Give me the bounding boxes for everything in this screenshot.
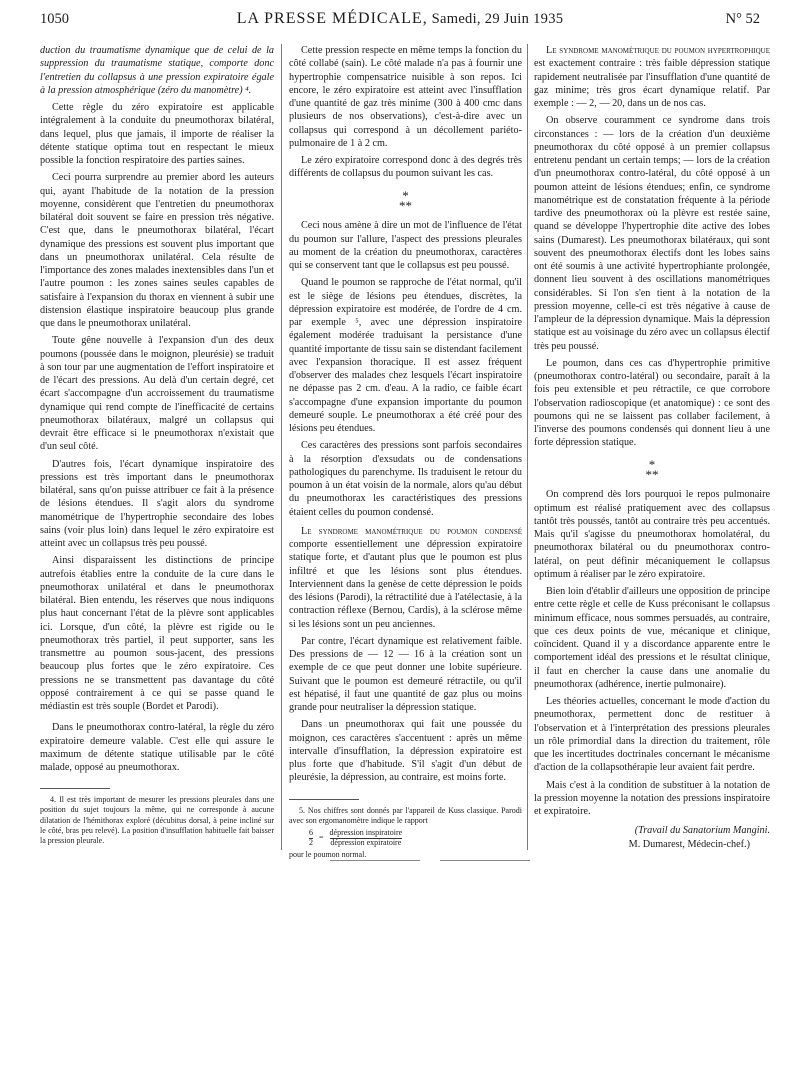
number-fraction — [309, 829, 313, 848]
paragraph: Ceci pourra surprendre au premier abord les auteurs qui, ayant l'habitude de la notation de la pression moyenne, considèrent que l'entretien du pneumothorax bilatéral doit souvent se faire en pression très négative. C'est que, dans le pneumothorax bilatéral, l'écart dynamique des pressions est souvent plus important que dans un pneumothorax unilatéral. Cela résulte de l'importance des zones malades inextensibles dans l'un et l'autre poumon : les zones saines seules capables de satisfaire à l'expansion du thorax en viennent à subir une distension élastique inspiratoire beaucoup plus grande que dans le pneumothorax unilatéral. — [40, 172, 274, 329]
column-divider — [281, 44, 282, 850]
paragraph: duction du traumatisme dynamique que de celui de la suppression du traumatisme statique, comporte donc l'entretien du collapsus à une pression expiratoire égale à la pression atmosphérique (zéro du manomètre) ⁴. — [40, 45, 274, 96]
section-asterisks — [534, 456, 770, 482]
page-header — [40, 10, 760, 32]
footnote-5: 5. Nos chiffres sont donnés par l'appareil de Kuss classique. Parodi avec son ergomanomètre indique le rapport — [289, 805, 522, 825]
affiliation: (Travail du Sanatorium Mangini. — [634, 825, 770, 837]
paragraph: Cette règle du zéro expiratoire est applicable intégralement à la conduite du pneumothorax bilatéral, dans lequel, plus que jamais, il importe de réaliser la détente statique optima tout en respectant le mieux possible la fonction respiratoire des parties saines. — [40, 102, 274, 166]
section-heading: Le syndrome manométrique du poumon condensé — [301, 525, 522, 537]
paragraph: Le zéro expiratoire correspond donc à des degrés très différents de collapsus du poumon suivant les cas. — [289, 155, 522, 180]
fraction-bottom: dépression expiratoire — [330, 837, 402, 847]
asterisk: * — [652, 466, 659, 482]
footnote-tail: pour le poumon normal. — [289, 849, 367, 859]
section-heading: Le syndrome manométrique du poumon hypertrophique — [546, 45, 770, 56]
column-1 — [40, 44, 274, 846]
fraction-numerator: 6 — [309, 828, 313, 837]
end-rule — [440, 860, 530, 861]
paragraph: On comprend dès lors pourquoi le repos pulmonaire optimum est réalisé pratiquement avec des collapsus tantôt très poussés, tantôt au contraire très peu accentués. Mais qu'il s'agisse du pneumothorax homolatéral, du pneumothorax bilatéral ou du pneumothorax contro-latéral, on peut définir mécaniquement le collapsus optimum à réaliser par le zéro expiratoire. — [534, 489, 770, 580]
issue-number: N° 52 — [725, 11, 760, 27]
paragraph: On observe couramment ce syndrome dans trois circonstances : — lors de la création d'un deuxième pneumothorax du côté opposé à un premier collapsus entretenu pendant un certain temps; — lors de la création d'un pneumothorax contro-latéral, du côté opposé à un poumon atteint de lésions étendues; enfin, ce syndrome manométrique est de constatation fréquente à la période tardive des pneumothorax où la plèvre est restée saine, quand se développe l'hypertrophie dite active des lobes sains (Dumarest). Les pneumothorax bilatéraux, qui sont souvent des pneumothorax électifs dont les lobes sains ont été soumis à une activité hypertrophiante prolongée, donnent lieu souvent à des oscillations manométriques considérables. Si l'on s'en tient à la notation de la pression moyenne, celle-ci est très négative à cause de l'ampleur de la dépression dynamique. Mais la dépression statique est au voisinage du zéro avec un collapsus électif très peu poussé. — [534, 115, 770, 352]
section-asterisks — [289, 187, 522, 213]
column-divider — [527, 44, 528, 850]
paragraph: Cette pression respecte en même temps la fonction du côté collabé (sain). Le côté malade n'a pas à fournir une hypertrophie compensatrice nuisible à son repos. Ici encore, le zéro expiratoire est atteint avec l'insufflation d'une quantité de gaz très minime (300 à 400 cmc dans plusieurs de nos observations), c'est-à-dire avec un collapsus qui correspond à un décollement pariéto-pulmonaire de 1 à 2 cm. — [289, 45, 522, 149]
paragraph-text: comporte essentiellement une dépression expiratoire statique forte, et d'autant plus que le poumon est plus infiltré et que les lésions sont plus étendues. Interviennent dans la genèse de cette dépression le poids des lésions (Parodi), la rétractilité due à l'atélectasie, à la contraction réflexe (Bernou, Cardis), à la sclérose même si les lésions sont un peu anciennes. — [289, 539, 522, 630]
paragraph — [534, 44, 770, 110]
footnote-rule — [40, 788, 110, 789]
paragraph: Ainsi disparaissent les distinctions de principe autrefois établies entre la conduite de la cure dans le pneumothorax unilatéral et dans le pneumothorax bilatéral. Bien entendu, les réserves que nous indiquons plus haut concernant l'état de la plèvre sont applicables ici. Lorsque, d'un côté, la plèvre est rigide ou le pneumothorax très partiel, il peut supporter, sans les transmettre au poumon sous-jacent, des pressions beaucoup plus fortes que le zéro expiratoire. Ces pressions ne se transmettent pas davantage du côté opposé contrairement à ce qui se passe quand le médiastin est très souple (Bordet et Parodi). — [40, 555, 274, 712]
fraction-denominator: 2 — [309, 837, 313, 847]
paragraph — [289, 525, 522, 631]
asterisk: * — [399, 197, 406, 213]
ratio-formula: 6 2 = dépression inspiratoire dépression expiratoire — [309, 828, 403, 847]
paragraph-text: est exactement contraire : très faible dépression statique rapidement neutralisée par l'insufflation d'une quantité de gaz minime; très gros écart dynamique relatif. Par exemple : — 2, — 20, dans un de nos cas. — [534, 58, 770, 109]
footnote-4: 4. Il est très important de mesurer les pressions pleurales dans une position du sujet toujours la même, qui ne corresponde à aucune dilatation de l'hémithorax exploré (décubitus dorsal, à peine incliné sur le côté, bras peu relevé). La position d'insufflation habituelle fait baisser la pression pleurale. — [40, 795, 274, 846]
paragraph: Le poumon, dans ces cas d'hypertrophie primitive (pneumothorax contro-latéral) ou secondaire, paraît à la fois peu extensible et peu rétractile, ce que corrobore l'observation radioscopique (et anatomique) : ce sont des poumons qui ne se laissent pas collaber facilement, à l'inverse des poumons condensés qui donnent lieu à une forte dépression statique. — [534, 357, 770, 449]
footnote-rule — [289, 799, 359, 800]
journal-title — [100, 10, 700, 28]
paragraph: Ceci nous amène à dire un mot de l'influence de l'état du poumon sur l'allure, l'aspect des pressions pleurales au moment de la création du pneumothorax, caractères qui se conservent tant que le collapsus est peu poussé. — [289, 220, 522, 272]
paragraph: Les théories actuelles, concernant le mode d'action du pneumothorax, permettent donc de restituer à l'observation et à l'interprétation des pressions pleurales un rôle primordial dans la direction du traitement, rôle que les incertitudes doctrinales concernant le mécanisme d'action de la collapsothérapie leur avaient fait perdre. — [534, 696, 770, 774]
page-number: 1050 — [40, 11, 69, 27]
author-signature: M. Dumarest, Médecin-chef.) — [628, 838, 750, 850]
column-2 — [289, 44, 522, 860]
asterisk: * — [405, 197, 412, 213]
paragraph: Dans le pneumothorax contro-latéral, la règle du zéro expiratoire demeure valable. C'est elle qui assure le maximum de détente statique utilisable par le côté malade, opposé au pneumothorax. — [40, 722, 274, 773]
paragraph: Toute gêne nouvelle à l'expansion d'un des deux poumons (poussée dans le moignon, pleurésie) se traduit à son tour par une augmentation de l'effort inspiratoire et de l'écart des pressions. Au delà d'un certain degré, cet écart s'accompagne d'un accroissement du traumatisme dynamique qui rend compte de l'inefficacité de certains pneumothorax bilatéraux, malgré un collapsus qui devrait être efficace si le pneumothorax n'existait que d'un seul côté. — [40, 335, 274, 453]
paragraph: D'autres fois, l'écart dynamique inspiratoire des pressions est très important dans le pneumothorax bilatéral, sans qu'on puisse attribuer ce fait à la présence de lésions étendues. Il s'agit alors du syndrome manométrique de l'hypertrophie secondaire des lobes sains (voir plus loin) dans lequel le zéro expiratoire est atteint avec un collapsus très peu poussé. — [40, 458, 274, 549]
paragraph: Dans un pneumothorax qui fait une poussée du moignon, ces caractères s'accentuent : après un même intervalle d'insufflation, la dépression expiratoire est plus forte que d'habitude. S'il s'agit d'un début de pleurésie, la dépression, au contraire, est moins forte. — [289, 719, 522, 784]
issue-date: Samedi, 29 Juin 1935 — [431, 11, 564, 27]
paragraph: Mais c'est à la condition de substituer à la notation de la pression moyenne la notation des pressions inspiratoire et expiratoire. — [534, 779, 770, 818]
paragraph: Par contre, l'écart dynamique est relativement faible. Des pressions de — 12 — 16 à la création sont un exemple de ce que peut donner une lobite supérieure. Suivant que le poumon est demeuré rétractile, ou qu'il est hépatisé, il faut une quantité de gaz plus ou moins grande pour neutraliser la dépression statique. — [289, 635, 522, 714]
asterisk: * — [645, 466, 652, 482]
end-rule — [330, 860, 420, 861]
text-fraction — [330, 829, 403, 848]
paragraph: Ces caractères des pressions sont parfois secondaires à la résorption d'exsudats ou de condensations pathologiques du parenchyme. Ils traduisent le retour du poumon à un état voisin de la normale, alors qu'au début du pneumothorax les caractéristiques des pressions étaient celles du poumon condensé. — [289, 440, 522, 518]
asterisk: * — [648, 456, 656, 472]
fraction-top: dépression inspiratoire — [329, 828, 403, 837]
journal-name: LA PRESSE MÉDICALE, — [236, 10, 428, 27]
paragraph: Quand le poumon se rapproche de l'état normal, qu'il est le siège de lésions peu étendues, discrètes, la dépression expiratoire est modérée, de l'ordre de 4 cm. par exemple ⁵, avec une dépression inspiratoire également modérée traduisant la persistance d'une quantité importante de tissu sain se distendant facilement avec l'expansion thoracique. Il est assez fréquent d'observer des malades chez lesquels l'écart inspiratoire ne dépasse pas 2 cm. d'eau. A la radio, ce faible écart s'accompagne d'une expansion importante du poumon demeuré souple. Le pneumothorax a été créé pour des lésions peu étendues. — [289, 277, 522, 435]
paragraph: Bien loin d'établir d'ailleurs une opposition de principe entre cette règle et celle de Kuss préconisant le collapsus minimum efficace, nous sommes persuadés, au contraire, que ces deux points de vue, mécanique et clinique, coïncident. Quand il y a discordance apparente entre le comportement idéal des pressions et le résultat clinique, il faut en chercher la cause dans une anomalie du pneumothorax (adhérence, inertie pulmonaire). — [534, 586, 770, 690]
asterisk: * — [402, 187, 409, 203]
column-3 — [534, 44, 770, 851]
